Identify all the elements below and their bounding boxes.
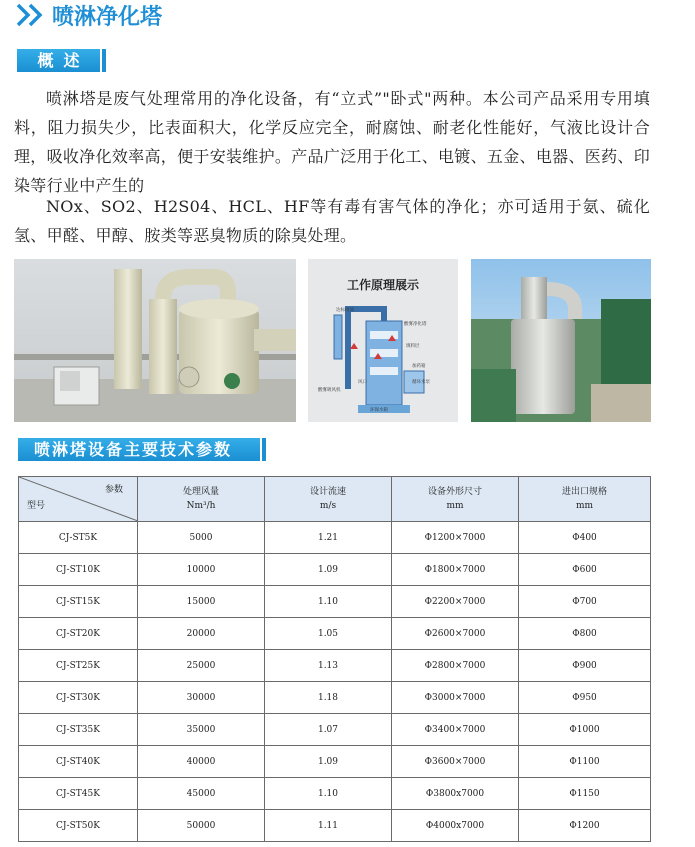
table-cell: 1.10: [265, 778, 392, 810]
table-cell: CJ-ST25K: [19, 650, 138, 682]
table-cell: 1.09: [265, 554, 392, 586]
column-header: 设备外形尺寸 mm: [392, 477, 519, 522]
table-cell: Φ1150: [519, 778, 651, 810]
table-cell: 1.10: [265, 586, 392, 618]
table-cell: 1.09: [265, 746, 392, 778]
double-chevron-icon: [14, 3, 48, 27]
table-cell: CJ-ST5K: [19, 522, 138, 554]
table-cell: 10000: [138, 554, 265, 586]
overview-paragraph-1: 喷淋塔是废气处理常用的净化设备，有“立式”"卧式"两种。本公司产品采用专用填料，阻力损失少，比表面积大，化学反应完全，耐腐蚀、耐老化性能好，气液比设计合理，吸收净化效率高，便于安装维护。产品广泛用于化工、电镀、五金、电器、医药、印染等行业中产生的: [14, 89, 650, 195]
table-cell: Φ1200×7000: [392, 522, 519, 554]
table-row: [19, 778, 651, 810]
table-cell: 50000: [138, 810, 265, 842]
diagram-label: 达标排放: [336, 308, 354, 313]
table-cell: Φ2800×7000: [392, 650, 519, 682]
table-cell: Φ600: [519, 554, 651, 586]
table-cell: CJ-ST45K: [19, 778, 138, 810]
diagram-label: 酸雾吸风机: [318, 388, 341, 393]
table-cell: 1.18: [265, 682, 392, 714]
table-cell: Φ1200: [519, 810, 651, 842]
table-cell: CJ-ST15K: [19, 586, 138, 618]
table-cell: CJ-ST50K: [19, 810, 138, 842]
table-cell: 1.07: [265, 714, 392, 746]
table-cell: 1.11: [265, 810, 392, 842]
corner-header-model: 型号: [27, 501, 46, 511]
table-row: [19, 554, 651, 586]
tech-params-table: [18, 476, 651, 842]
table-row: [19, 746, 651, 778]
table-cell: CJ-ST20K: [19, 618, 138, 650]
table-row: [19, 586, 651, 618]
diagram-title: 工作原理展示: [346, 278, 420, 292]
table-cell: 20000: [138, 618, 265, 650]
table-row: [19, 810, 651, 842]
table-cell: Φ3000×7000: [392, 682, 519, 714]
diagram-label: 循环水泵: [412, 380, 430, 385]
table-header-row: [19, 477, 651, 522]
table-cell: 1.05: [265, 618, 392, 650]
spray-tower-photo-2: [471, 259, 651, 422]
overview-tag: 概述: [17, 49, 100, 72]
diagram-label: 酸雾净化塔: [404, 322, 427, 327]
corner-header: [19, 477, 138, 522]
table-cell: Φ800: [519, 618, 651, 650]
table-cell: Φ950: [519, 682, 651, 714]
column-header: 处理风量 Nm³/h: [138, 477, 265, 522]
table-row: [19, 650, 651, 682]
table-cell: 1.13: [265, 650, 392, 682]
table-row: [19, 714, 651, 746]
table-cell: 35000: [138, 714, 265, 746]
table-cell: 1.21: [265, 522, 392, 554]
table-row: [19, 682, 651, 714]
table-cell: CJ-ST40K: [19, 746, 138, 778]
table-cell: Φ900: [519, 650, 651, 682]
table-cell: CJ-ST35K: [19, 714, 138, 746]
table-cell: Φ3400×7000: [392, 714, 519, 746]
column-header: 进出口规格 mm: [519, 477, 651, 522]
diagram-label: 加药箱: [412, 364, 426, 369]
table-cell: Φ3600×7000: [392, 746, 519, 778]
corner-header-params: 参数: [104, 485, 123, 495]
overview-paragraph-2: NOx、SO2、H2S04、HCL、HF等有毒有害气体的净化；亦可适用于氨、硫化氢、甲醛、甲醇、胺类等恶臭物质的除臭处理。: [14, 197, 650, 245]
table-cell: 30000: [138, 682, 265, 714]
table-cell: 40000: [138, 746, 265, 778]
table-cell: 15000: [138, 586, 265, 618]
page-title-text: 喷淋净化塔: [52, 4, 163, 30]
diagram-label: 风口: [358, 380, 367, 385]
spray-tower-photo-1: [14, 259, 296, 422]
table-cell: Φ1800×7000: [392, 554, 519, 586]
table-cell: 45000: [138, 778, 265, 810]
table-cell: Φ2200×7000: [392, 586, 519, 618]
table-cell: Φ1000: [519, 714, 651, 746]
table-row: [19, 522, 651, 554]
table-cell: Φ3800x7000: [392, 778, 519, 810]
table-row: [19, 618, 651, 650]
table-cell: Φ4000x7000: [392, 810, 519, 842]
page-title: [14, 0, 162, 30]
table-cell: Φ700: [519, 586, 651, 618]
table-cell: CJ-ST10K: [19, 554, 138, 586]
tech-params-tag: 喷淋塔设备主要技术参数: [18, 438, 260, 461]
working-principle-diagram: [308, 259, 458, 422]
table-cell: Φ1100: [519, 746, 651, 778]
table-cell: Φ400: [519, 522, 651, 554]
table-cell: Φ2600×7000: [392, 618, 519, 650]
diagram-label: 填料层: [406, 344, 420, 349]
table-cell: CJ-ST30K: [19, 682, 138, 714]
column-header: 设计流速 m/s: [265, 477, 392, 522]
table-cell: 25000: [138, 650, 265, 682]
table-cell: 5000: [138, 522, 265, 554]
diagram-label: 环保水箱: [370, 408, 388, 413]
